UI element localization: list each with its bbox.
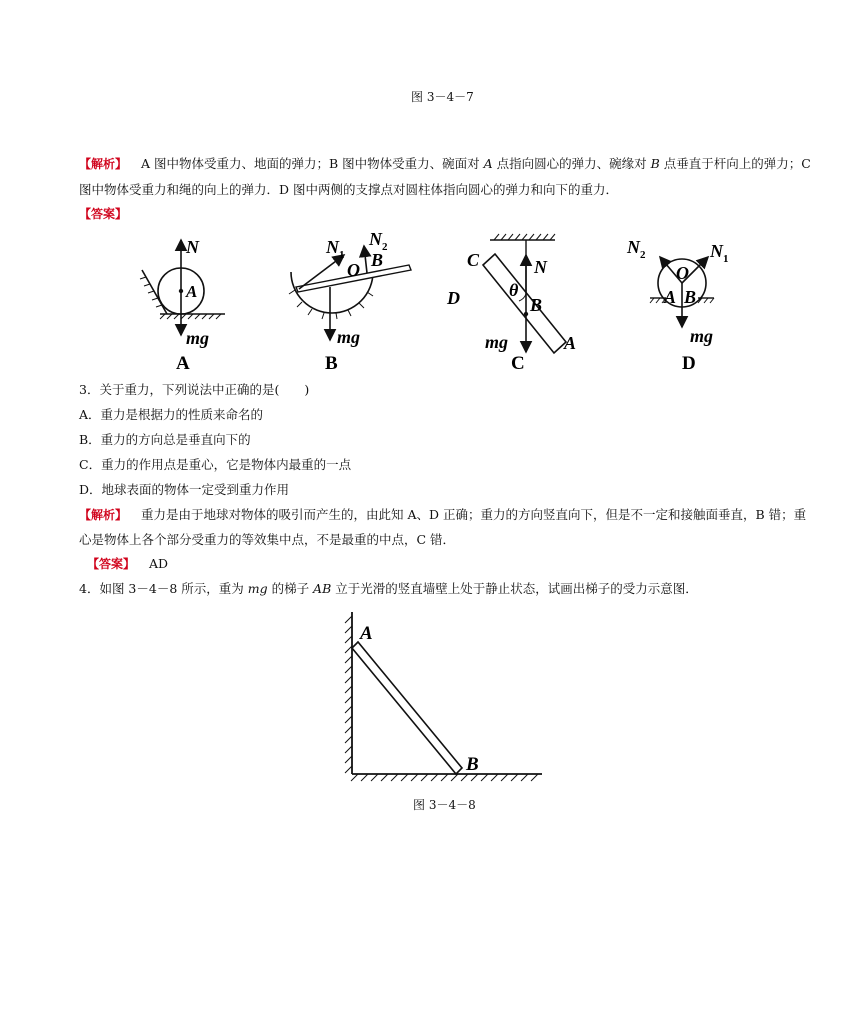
q4-text-part: 立于光滑的竖直墙壁上处于静止状态，试画出梯子的受力示意图．: [331, 581, 698, 596]
force-diagrams: [0, 225, 860, 375]
caption-c: C: [511, 353, 525, 374]
ladder-figure: [330, 608, 550, 788]
label-o: O: [676, 263, 689, 283]
question-4-stem: [79, 583, 698, 596]
label-b: B: [684, 287, 697, 307]
analysis-paragraph-1: [79, 158, 811, 171]
label-b: B: [466, 754, 479, 775]
label-theta: θ: [509, 280, 519, 300]
label-c-top: C: [467, 250, 480, 270]
label-n: N: [186, 237, 199, 257]
label-d: D: [447, 288, 460, 308]
caption-b: B: [325, 353, 338, 374]
label-n2: $N_2$: [369, 229, 388, 253]
figure-caption-3-4-8: 图 3－4－8: [413, 798, 476, 812]
analysis-label: 【解析】: [79, 508, 128, 522]
diagram-d: [626, 237, 729, 374]
label-mg: mg: [485, 332, 509, 352]
answer-value: AD: [149, 556, 169, 571]
q4-mg: mg: [247, 581, 268, 596]
question-3-option-d: D．地球表面的物体一定受到重力作用: [79, 482, 290, 497]
diagram-b: [289, 229, 411, 374]
answer-label: 【答案】: [79, 207, 128, 221]
label-a: A: [186, 282, 198, 301]
label-a: A: [564, 333, 577, 353]
wall-hatch: [345, 616, 352, 773]
label-mg: mg: [186, 328, 210, 348]
question-3-option-a: A．重力是根据力的性质来命名的: [79, 407, 264, 422]
caption-d: D: [682, 353, 696, 374]
ceiling-hatch: [494, 234, 555, 240]
center-dot: [524, 312, 528, 316]
answer-label: 【答案】: [87, 557, 136, 571]
q4-text-part: 4．如图 3－4－8 所示，重为: [79, 581, 248, 596]
label-a: A: [360, 623, 373, 644]
label-a: A: [664, 287, 677, 307]
analysis-paragraph-2: [79, 509, 806, 522]
center-dot: [179, 289, 183, 293]
analysis-text: 重力是由于地球对物体的吸引而产生的，由此知 A、D 正确；重力的方向竖直向下，但是不一定和接触面垂直，B 错；重: [141, 507, 807, 522]
bowl-hatch: [289, 290, 373, 319]
q4-text-part: 的梯子: [267, 581, 314, 596]
analysis-text-line-2: 心是物体上各个部分受重力的等效集中点，不是最重的中点，C 错．: [79, 532, 456, 547]
question-3-option-b: B．重力的方向总是垂直向下的: [79, 432, 251, 447]
label-mg: mg: [337, 327, 361, 347]
analysis-text-line-2: 图中物体受重力和绳的向上的弹力．D 图中两侧的支撑点对圆柱体指向圆心的弹力和向下的重力．: [79, 182, 618, 197]
label-n1: $N_1$: [710, 241, 729, 265]
analysis-text-part: 点指向圆心的弹力、碗缘对: [492, 156, 651, 171]
floor-hatch: [351, 774, 538, 781]
label-n2: $N_2$: [627, 237, 646, 261]
analysis-label: 【解析】: [79, 157, 128, 171]
label-b: B: [530, 295, 543, 315]
analysis-text-part: A 图中物体受重力、地面的弹力；B 图中物体受重力、碗面对: [141, 156, 484, 171]
caption-a: A: [176, 353, 190, 374]
diagram-c: [446, 234, 576, 374]
label-o: O: [347, 260, 360, 280]
analysis-text-part: 点垂直于杆向上的弹力；C: [659, 156, 811, 171]
question-3-option-c: C．重力的作用点是重心，它是物体内最重的一点: [79, 457, 352, 472]
n2-arrow: [364, 246, 367, 273]
point-label-a: A: [483, 156, 493, 171]
label-mg: mg: [690, 326, 714, 346]
label-n1: $N_1$: [326, 237, 345, 261]
answer-paragraph-2: [87, 558, 168, 571]
q4-ab: AB: [313, 581, 332, 596]
ladder: [352, 642, 462, 774]
label-n: N: [534, 257, 547, 277]
point-label-b: B: [650, 156, 660, 171]
label-b: B: [371, 250, 384, 270]
question-3-stem: 3．关于重力，下列说法中正确的是( ): [79, 382, 310, 397]
diagram-a: [140, 237, 225, 374]
figure-caption-3-4-7: 图 3－4－7: [411, 90, 474, 104]
